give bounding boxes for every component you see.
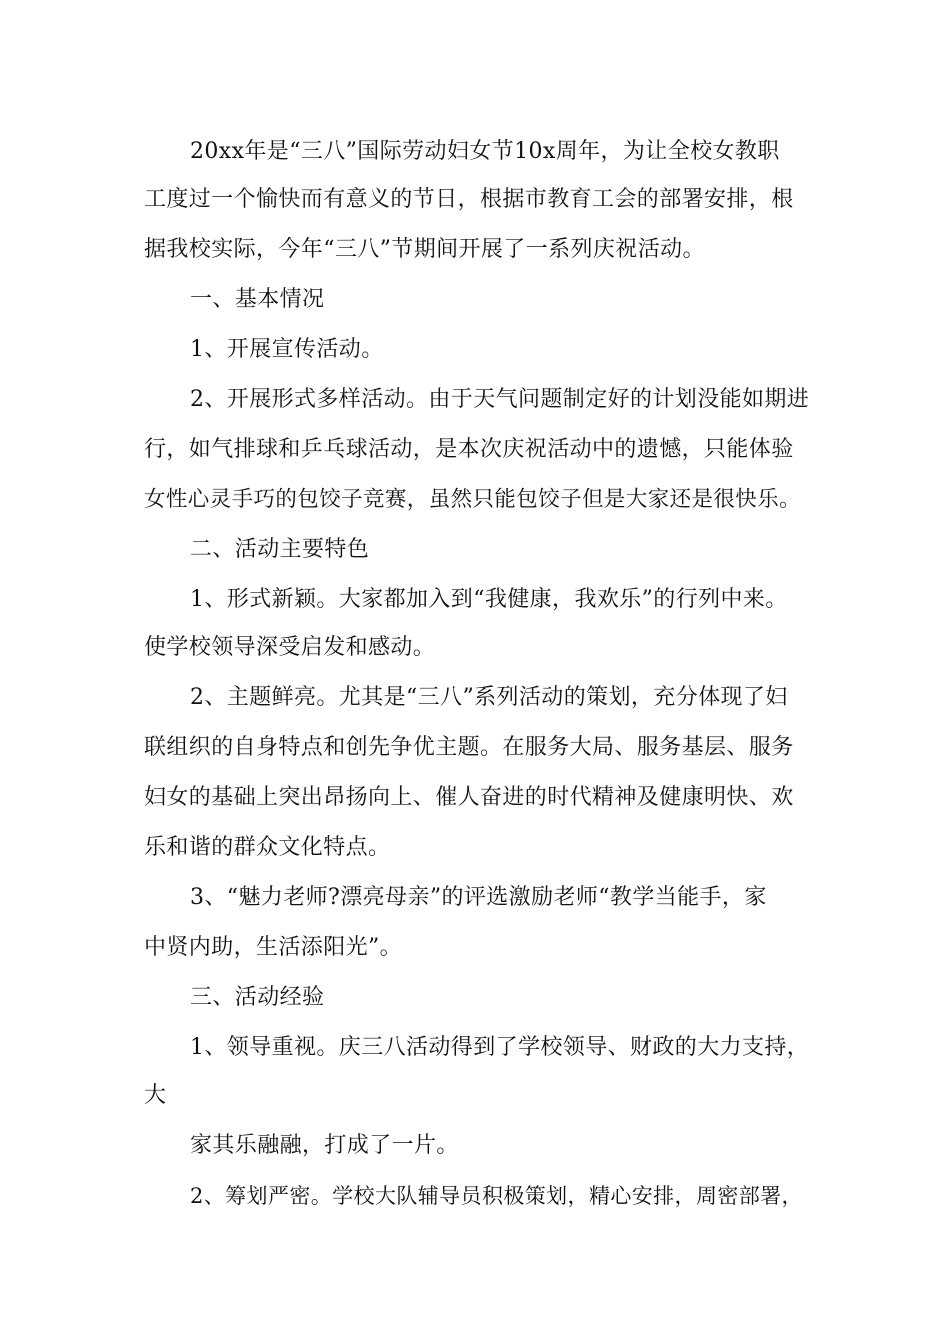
text-line: 1、形式新颖。大家都加入到“我健康，我欢乐”的行列中来。 [190, 587, 788, 612]
section-heading: 一、基本情况 [190, 287, 325, 312]
text-line: 大 [144, 1083, 167, 1108]
text-line: 女性心灵手巧的包饺子竞赛，虽然只能包饺子但是大家还是很快乐。 [144, 487, 802, 512]
section-heading: 三、活动经验 [190, 985, 325, 1010]
text-line: 家其乐融融，打成了一片。 [190, 1133, 459, 1158]
text-line: 2、开展形式多样活动。由于天气问题制定好的计划没能如期进 [190, 387, 810, 412]
text-line: 20xx年是“三八”国际劳动妇女节10x周年，为让全校女教职 [190, 139, 780, 164]
text-line: 工度过一个愉快而有意义的节日，根据市教育工会的部署安排，根 [144, 187, 794, 212]
text-line: 联组织的自身特点和创先争优主题。在服务大局、服务基层、服务 [144, 735, 794, 760]
text-line: 3、“魅力老师?漂亮母亲”的评选激励老师“教学当能手，家 [190, 885, 767, 910]
text-line: 中贤内助，生活添阳光”。 [144, 935, 403, 960]
text-line: 2、主题鲜亮。尤其是“三八”系列活动的策划，充分体现了妇 [190, 685, 788, 710]
text-line: 1、开展宣传活动。 [190, 337, 384, 362]
text-line: 使学校领导深受启发和感动。 [144, 635, 436, 660]
text-line: 1、领导重视。庆三八活动得到了学校领导、财政的大力支持， [190, 1035, 810, 1060]
section-heading: 二、活动主要特色 [190, 537, 370, 562]
text-line: 2、筹划严密。学校大队辅导员积极策划，精心安排，周密部署， [190, 1184, 803, 1208]
text-line: 据我校实际，今年“三八”节期间开展了一系列庆祝活动。 [144, 237, 705, 262]
text-line: 妇女的基础上突出昂扬向上、催人奋进的时代精神及健康明快、欢 [144, 785, 794, 810]
text-line: 乐和谐的群众文化特点。 [144, 835, 391, 860]
text-line: 行，如气排球和乒乓球活动，是本次庆祝活动中的遗憾，只能体验 [144, 437, 794, 462]
